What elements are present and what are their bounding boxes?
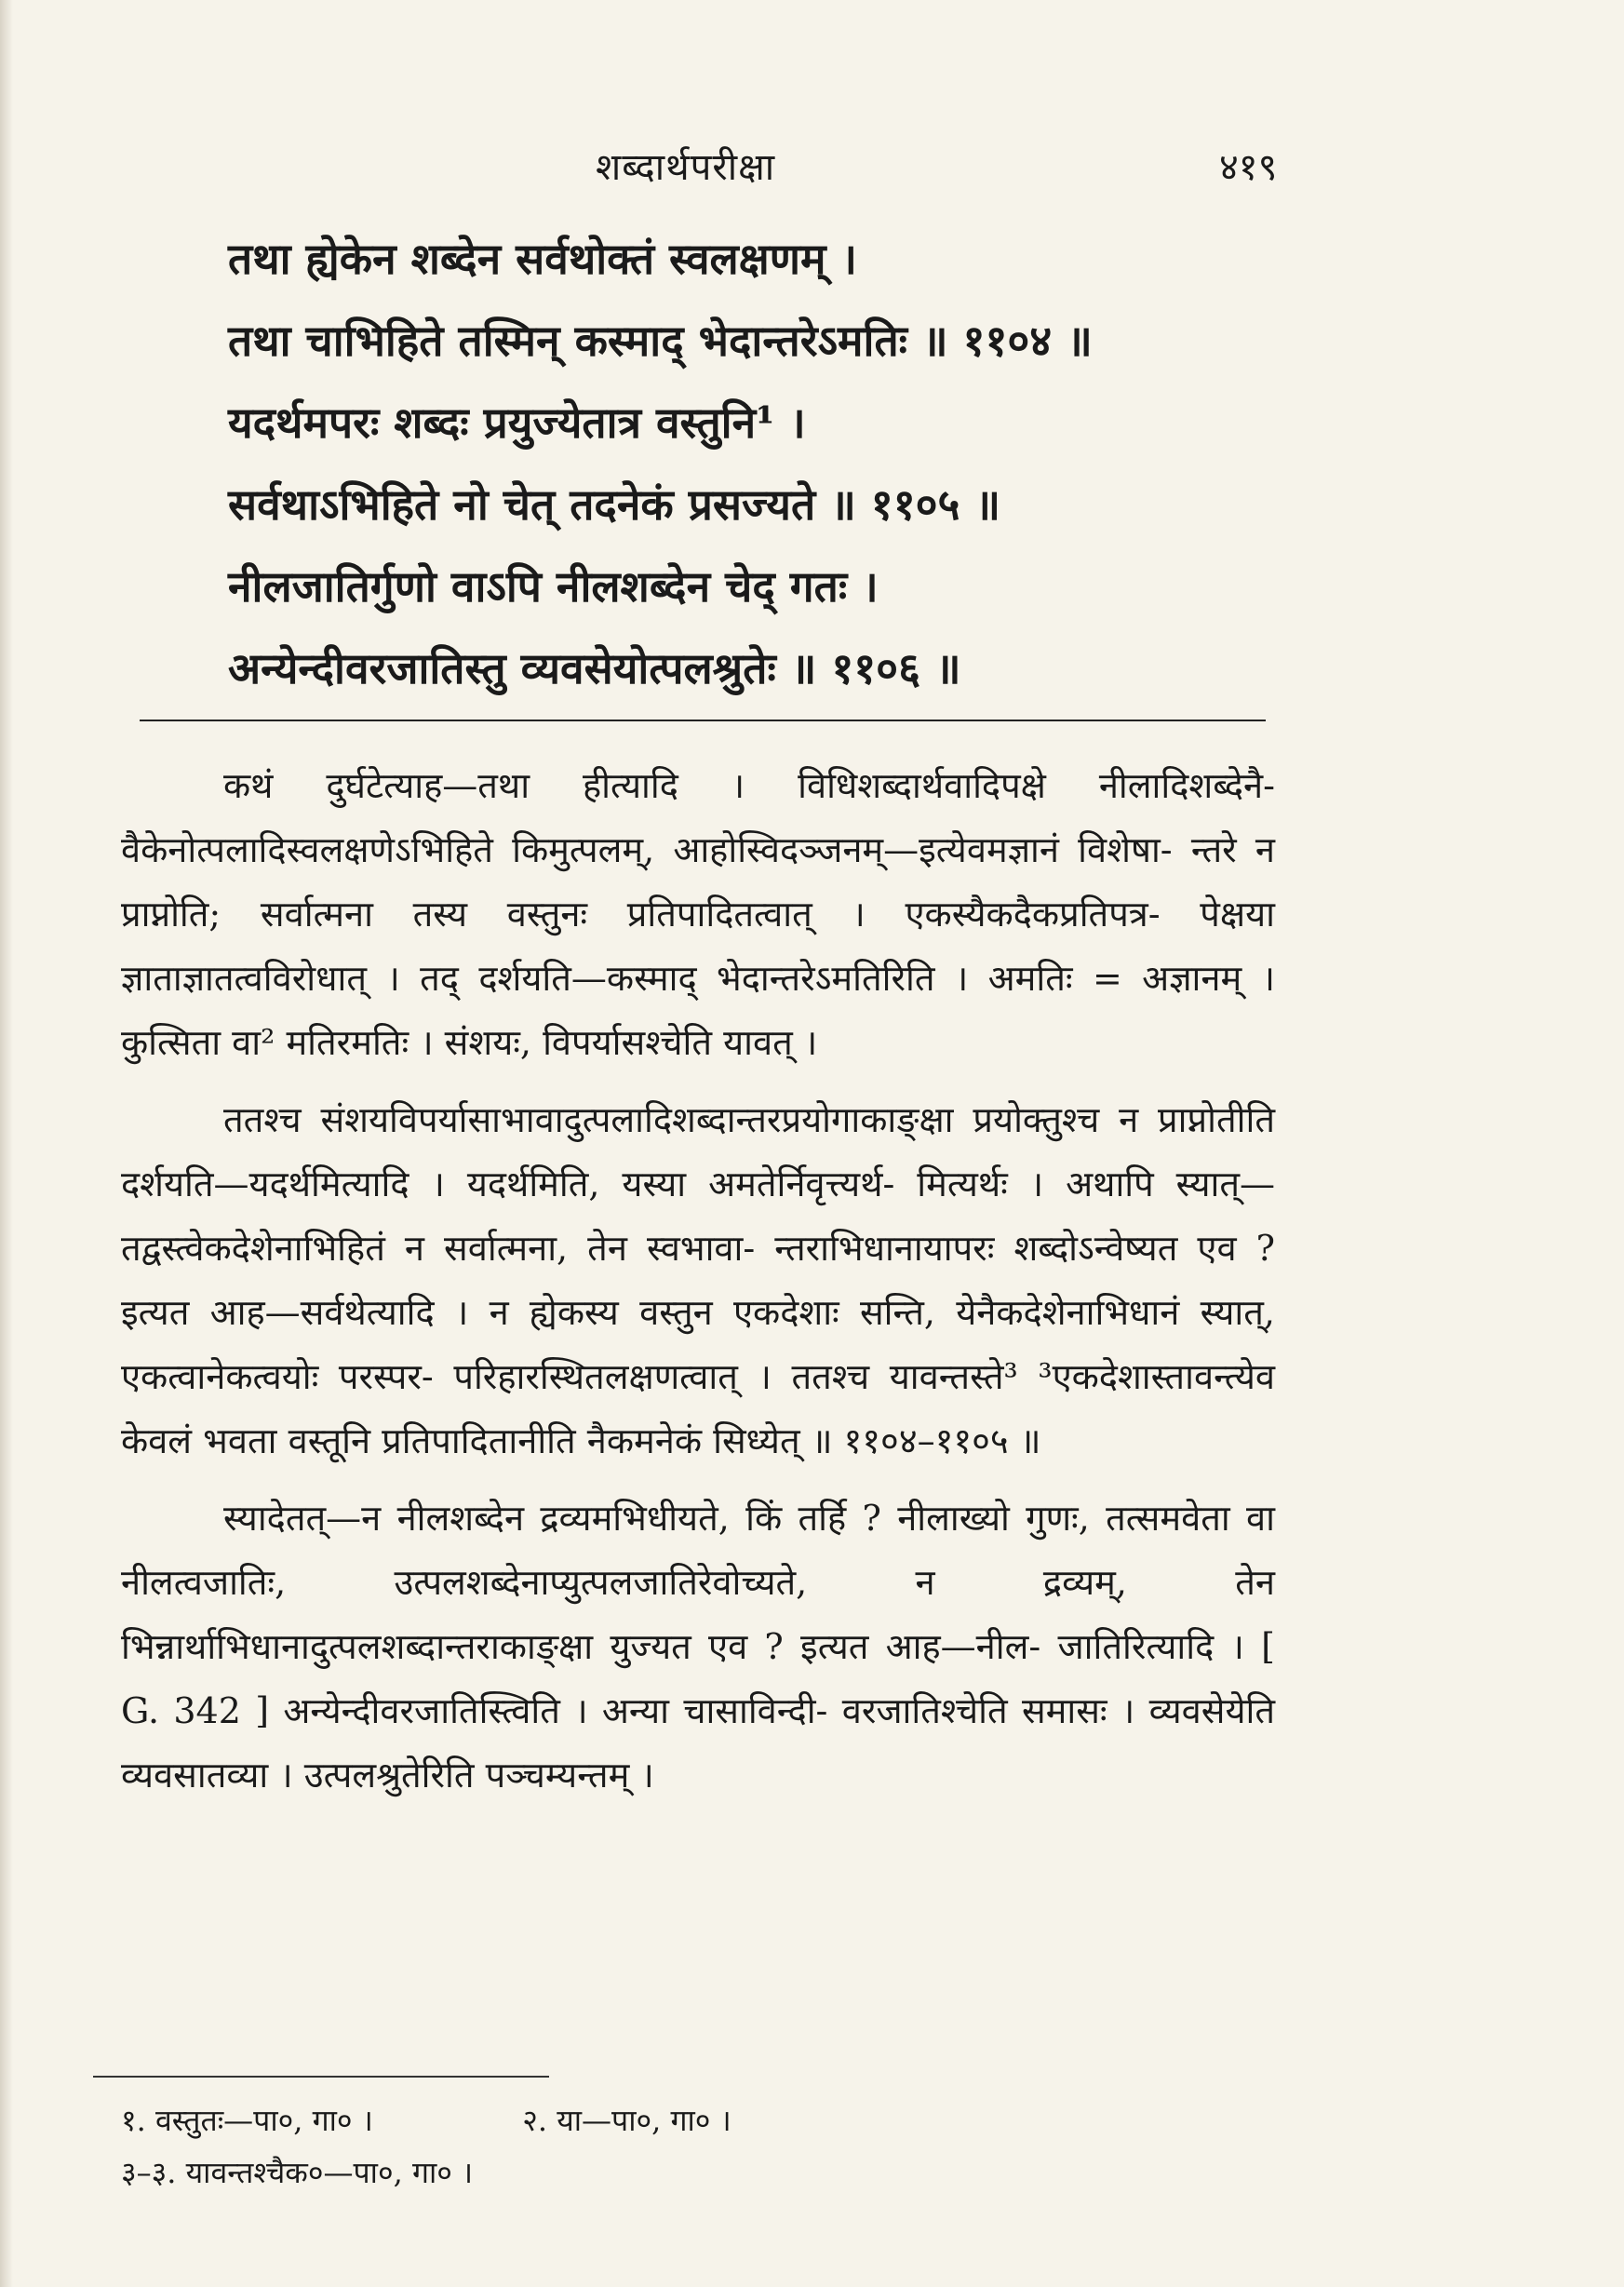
footnote-1: १. वस्तुतः—पा०, गा० ।: [121, 2103, 373, 2138]
verse-line: यदर्थमपरः शब्दः प्रयुज्येतात्र वस्तुनि¹ ।: [228, 397, 806, 448]
commentary-paragraph: कथं दुर्घटेत्याह—तथा हीत्यादि । विधिशब्दार्थवादिपक्षे नीलादिशब्देनै- वैकेनोत्पलादिस्वलक्षणेऽभिहिते किमुत्पलम्, आहोस्विदञ्जनम्—इत्येवमज्ञानं विशेषा- न्तरे न प्राप्नोति; सर्वात्मना तस्य वस्तुनः प्रतिपादितत्वात् । एकस्यैकदैकप्रतिपत्र- पेक्षया ज्ञाताज्ञातत्वविरोधात् । तद् दर्शयति—कस्माद् भेदान्तरेऽमतिरिति । अमतिः = अज्ञानम् । कुत्सिता वा² मतिरमतिः । संशयः, विपर्यासश्चेति यावत् ।: [121, 765, 1275, 1063]
page-header: [0, 140, 1624, 205]
footnote-2: २. या—पा०, गा० ।: [522, 2103, 731, 2138]
commentary-block: [121, 754, 1275, 1821]
commentary-paragraph: स्यादेतत्—न नीलशब्देन द्रव्यमभिधीयते, किं तर्हि ? नीलाख्यो गुणः, तत्समवेता वा नीलत्वजातिः, उत्पलशब्देनाप्युत्पलजातिरेवोच्यते, न द्रव्यम्, तेन भिन्नार्थाभिधानादुत्पलशब्दान्तराकाङ्क्षा युज्यत एव ? इत्यत आह—नील- जातिरित्यादि । [ G. 342 ] अन्येन्दीवरजातिस्त्विति । अन्या चासाविन्दी- वरजातिश्चेति समासः । व्यवसेयेति व्यवसातव्या । उत्पलश्रुतेरिति पञ्चम्यन्तम् ।: [121, 1498, 1275, 1796]
verse-block: [228, 234, 1270, 729]
footnotes: [121, 2094, 1145, 2199]
verse-line: तथा चाभिहिते तस्मिन् कस्माद् भेदान्तरेऽमतिः ॥ ११०४ ॥: [228, 316, 1093, 366]
verse-line: नीलजातिर्गुणो वाऽपि नीलशब्देन चेद् गतः ।: [228, 561, 879, 612]
verse-line: अन्येन्दीवरजातिस्तु व्यवसेयोत्पलश्रुतेः ॥ ११०६ ॥: [228, 643, 961, 693]
verse-line: सर्वथाऽभिहिते नो चेत् तदनेकं प्रसज्यते ॥ ११०५ ॥: [228, 479, 1001, 530]
running-title: शब्दार्थपरीक्षा: [596, 146, 776, 189]
footnote-row: [121, 2094, 1145, 2146]
page-number: ४१९: [1219, 146, 1278, 189]
verse-divider: [140, 720, 1266, 721]
footnote-3: ३–३. यावन्तश्चैक०—पा०, गा० ।: [121, 2155, 474, 2190]
footnote-row: [121, 2146, 1145, 2199]
commentary-paragraph: ततश्च संशयविपर्यासाभावादुत्पलादिशब्दान्तरप्रयोगाकाङ्क्षा प्रयोक्तुश्च न प्राप्नोतीति दर्शयति—यदर्थमित्यादि । यदर्थमिति, यस्या अमतेर्निवृत्त्यर्थ- मित्यर्थः । अथापि स्यात्—तद्वस्त्वेकदेशेनाभिहितं न सर्वात्मना, तेन स्वभावा- न्तराभिधानायापरः शब्दोऽन्वेष्यत एव ? इत्यत आह—सर्वथेत्यादि । न ह्येकस्य वस्तुन एकदेशाः सन्ति, येनैकदेशेनाभिधानं स्यात्, एकत्वानेकत्वयोः परस्पर- परिहारस्थितलक्षणत्वात् । ततश्च यावन्तस्ते³ ³एकदेशास्तावन्त्येव केवलं भवता वस्तूनि प्रतिपादितानीति नैकमनेकं सिध्येत् ॥ ११०४–११०५ ॥: [121, 1099, 1275, 1461]
verse-line: तथा ह्येकेन शब्देन सर्वथोक्तं स्वलक्षणम् ।: [228, 234, 857, 284]
page-edge-shadow: [0, 0, 13, 2287]
footnote-divider: [93, 2076, 549, 2078]
